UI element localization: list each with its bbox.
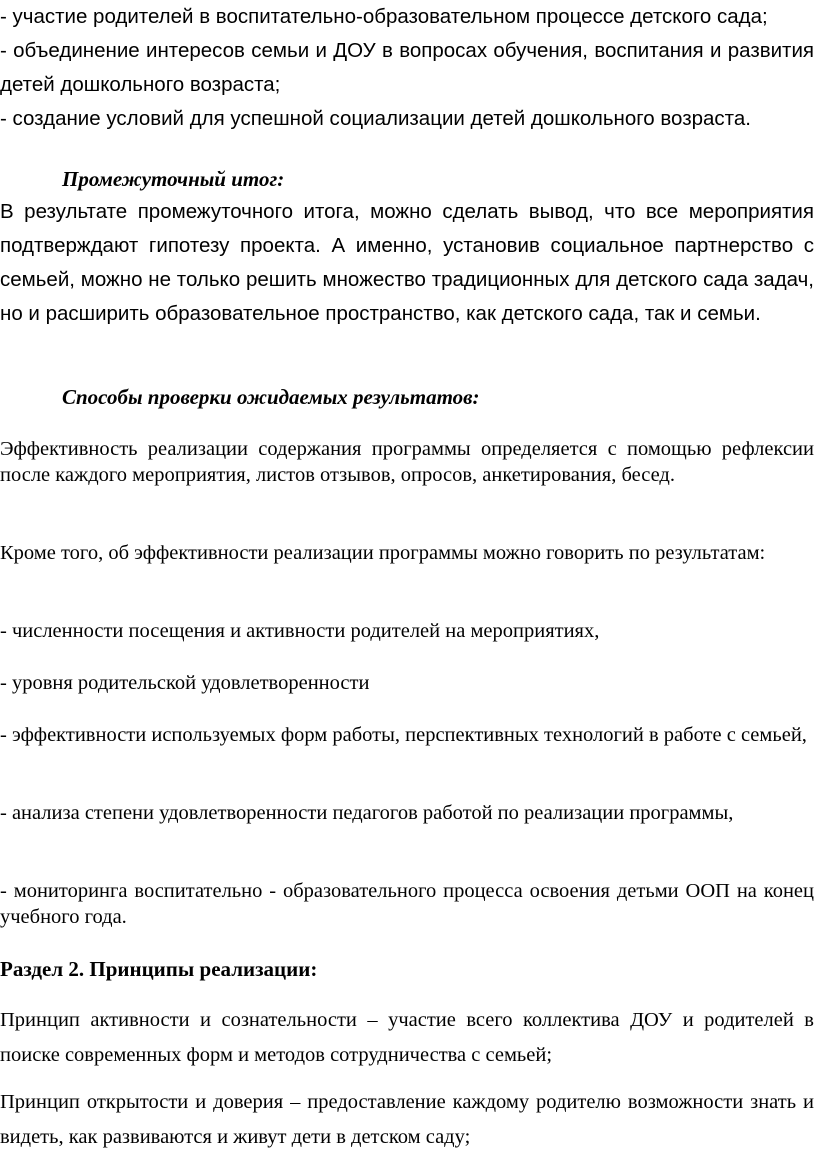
moreover-paragraph: Кроме того, об эффективности реализации программы можно говорить по результатам:	[0, 542, 766, 564]
goal-item-socialization: - создание условий для успешной социализации детей дошкольного возраста.	[0, 107, 751, 130]
goal-item-unification: - объединение интересов семьи и ДОУ в вопросах обучения, воспитания и развития детей дошкольного возраста;	[0, 39, 814, 96]
verification-methods-heading: Способы проверки ожидаемых результатов:	[62, 385, 480, 409]
goal-item-participation: - участие родителей в воспитательно-образовательном процессе детского сада;	[0, 5, 768, 28]
interim-result-heading: Промежуточный итог:	[62, 167, 285, 191]
section-2-heading: Раздел 2. Принципы реализации:	[0, 957, 318, 981]
result-item-monitoring: - мониторинга воспитательно - образовательного процесса освоения детьми ООП на конец учебного года.	[0, 880, 814, 928]
result-item-satisfaction: - уровня родительской удовлетворенности	[0, 672, 370, 694]
effectiveness-paragraph: Эффективность реализации содержания программы определяется с помощью рефлексии после каждого мероприятия, листов отзывов, опросов, анкетирования, бесед.	[0, 438, 814, 486]
principle-openness: Принцип открытости и доверия – предоставление каждому родителю возможности знать и видеть, как развиваются и живут дети в детском саду;	[0, 1091, 814, 1148]
result-item-attendance: - численности посещения и активности родителей на мероприятиях,	[0, 620, 600, 642]
result-item-teacher-analysis: - анализа степени удовлетворенности педагогов работой по реализации программы,	[0, 802, 734, 824]
result-item-forms-effectiveness: - эффективности используемых форм работы, перспективных технологий в работе с семьей,	[0, 724, 807, 746]
interim-result-paragraph: В результате промежуточного итога, можно сделать вывод, что все мероприятия подтверждают гипотезу проекта. А именно, установив социальное партнерство с семьей, можно не только решить множество традиционных для детского сада задач, но и расширить образовательное пространство, как детского сада, так и семьи.	[0, 200, 814, 325]
principle-activity: Принцип активности и сознательности – участие всего коллектива ДОУ и родителей в поиске современных форм и методов сотрудничества с семьей;	[0, 1009, 814, 1066]
